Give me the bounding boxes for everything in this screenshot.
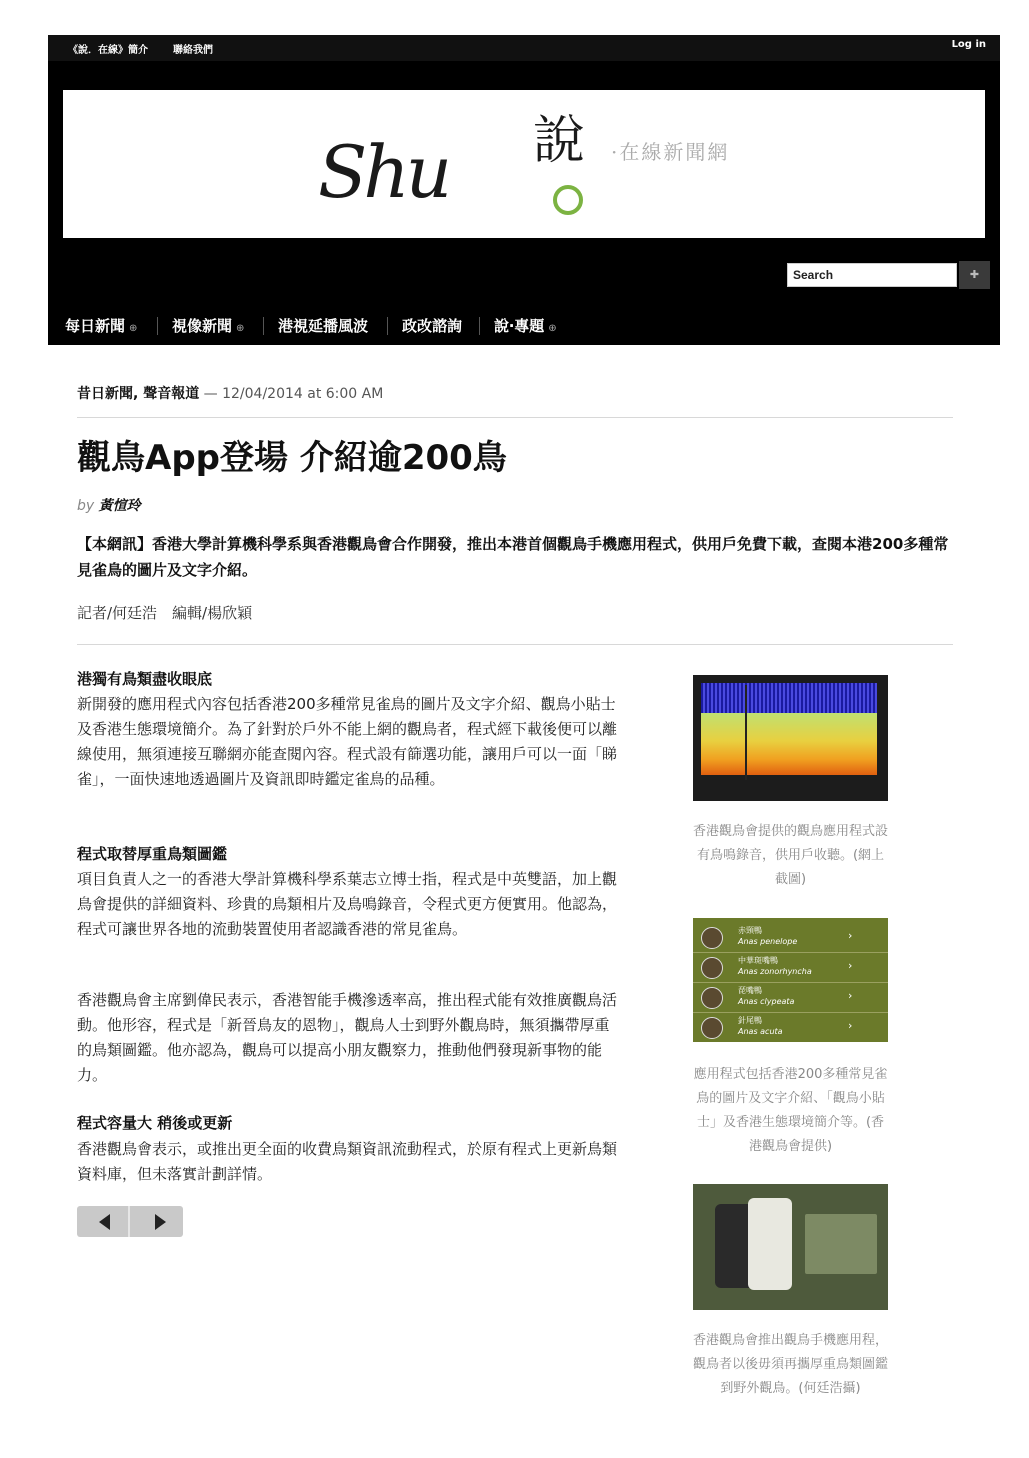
article-paragraph: 香港觀鳥會主席劉偉民表示，香港智能手機滲透率高，推出程式能有效推廣觀鳥活動。他形容，程式是「新晉鳥友的恩物」，觀鳥人士到野外觀鳥時，無須攜帶厚重的鳥類圖鑑。他亦認為，觀鳥可以提高小朋友觀察力，推動他們發現新事物的能力。	[77, 991, 618, 1084]
bird-names	[738, 955, 812, 977]
bird-names	[738, 925, 797, 947]
nav-features[interactable]	[494, 311, 557, 341]
bird-thumbnail	[701, 987, 723, 1009]
logo-ring-icon	[553, 185, 583, 215]
main-nav	[48, 311, 1000, 341]
bird-latin-name: Anas penelope	[738, 937, 798, 946]
bird-list-row	[693, 952, 888, 983]
search-button[interactable]	[959, 261, 990, 289]
article-paragraph: 香港觀鳥會表示，或推出更全面的收費鳥類資訊流動程式，於原有程式上更新鳥類資料庫，但未落實計劃詳情。	[77, 1140, 618, 1183]
byline-prefix: by	[77, 498, 95, 514]
divider	[77, 644, 953, 645]
bird-list-row	[693, 922, 888, 953]
chevron-right-icon: ›	[848, 959, 853, 972]
bird-list-row	[693, 982, 888, 1013]
bird-thumbnail	[701, 957, 723, 979]
about-link[interactable]: 《說．在線》簡介	[68, 45, 148, 56]
bird-latin-name: Anas zonorhyncha	[738, 967, 812, 976]
chevron-right-icon: ›	[848, 989, 853, 1002]
category-links[interactable]: 昔日新聞, 聲音報道	[77, 386, 200, 402]
site-header	[48, 35, 1000, 345]
bird-list-image[interactable]	[693, 918, 888, 1042]
site-banner[interactable]	[63, 90, 985, 238]
image-caption: 香港觀鳥會提供的觀鳥應用程式設有鳥鳴錄音，供用戶收聽。(網上截圖)	[693, 824, 889, 887]
nav-divider	[263, 317, 264, 335]
phone-illustration	[748, 1198, 792, 1290]
poster-panel	[805, 1214, 877, 1274]
section-heading: 程式取替厚重鳥類圖鑑	[77, 845, 228, 863]
author-name[interactable]: 黃愃玲	[98, 498, 141, 514]
logo-text: Shu	[318, 130, 449, 214]
logo-tagline: ·在線新聞網	[611, 140, 730, 164]
article-credits: 記者/何廷浩 編輯/楊欣穎	[77, 604, 253, 622]
nav-hktv[interactable]	[278, 311, 368, 341]
search-input[interactable]	[787, 263, 957, 287]
dropdown-arrow-icon: ⊕	[548, 323, 557, 334]
bird-list-row	[693, 1012, 888, 1042]
nav-divider	[387, 317, 388, 335]
nav-label: 說‧專題	[494, 317, 545, 335]
contact-link[interactable]: 聯絡我們	[173, 45, 213, 56]
article-title: 觀鳥App登場 介紹逾200鳥	[77, 438, 507, 478]
chevron-right-icon: ›	[848, 1019, 853, 1032]
bird-cn-name: 琵嘴鴨	[738, 986, 762, 995]
nav-political-reform[interactable]	[402, 311, 462, 341]
slideshow-controls	[77, 1206, 183, 1237]
post-date: — 12/04/2014 at 6:00 AM	[203, 386, 384, 402]
search-icon: ✚	[969, 268, 980, 281]
bird-latin-name: Anas clypeata	[738, 997, 795, 1006]
dropdown-arrow-icon: ⊕	[236, 323, 245, 334]
spectrogram	[701, 713, 877, 775]
article-paragraph: 新開發的應用程式內容包括香港200多種常見雀鳥的圖片及文字介紹、觀鳥小貼士及香港生態環境簡介。為了針對於戶外不能上網的觀鳥者，程式經下載後便可以離線使用，無須連接互聯網亦能查閱內容。程式設有篩選功能，讓用戶可以一面「睇雀」，一面快速地透過圖片及資訊即時鑑定雀鳥的品種。	[77, 695, 618, 788]
section-heading: 程式容量大 稍後或更新	[77, 1114, 233, 1132]
next-arrow-icon[interactable]	[155, 1214, 166, 1230]
bird-thumbnail	[701, 1017, 723, 1039]
image-caption: 香港觀鳥會推出觀鳥手機應用程，觀鳥者以後毋須再攜厚重鳥類圖鑑到野外觀鳥。(何廷浩攝)	[693, 1333, 889, 1396]
byline	[77, 495, 141, 515]
nav-label: 港視延播風波	[278, 317, 369, 335]
nav-video-news[interactable]	[172, 311, 244, 341]
logo-character: 說	[533, 111, 586, 171]
article-lead: 【本網訊】香港大學計算機科學系與香港觀鳥會合作開發，推出本港首個觀鳥手機應用程式，供用戶免費下載，查閱本港200多種常見雀鳥的圖片及文字介紹。	[77, 535, 949, 579]
nav-label: 視像新聞	[172, 317, 233, 335]
bird-latin-name: Anas acuta	[738, 1027, 783, 1036]
post-meta	[77, 383, 383, 403]
bird-thumbnail	[701, 927, 723, 949]
nav-divider	[157, 317, 158, 335]
top-bar	[48, 35, 1000, 61]
bird-cn-name: 赤頸鴨	[738, 926, 762, 935]
playhead	[745, 685, 747, 780]
bird-names	[738, 985, 794, 1007]
waveform	[701, 683, 877, 713]
dropdown-arrow-icon: ⊕	[129, 323, 138, 334]
app-launch-photo[interactable]	[693, 1184, 888, 1310]
bird-cn-name: 針尾鴨	[738, 1016, 762, 1025]
login-link[interactable]: Log in	[951, 39, 986, 50]
divider	[77, 417, 953, 418]
article-paragraph: 項目負責人之一的香港大學計算機科學系葉志立博士指，程式是中英雙語，加上觀鳥會提供的詳細資料、珍貴的鳥類相片及鳥鳴錄音，令程式更方便實用。他認為，程式可讓世界各地的流動裝置使用者認識香港的常見雀鳥。	[77, 870, 618, 938]
nav-label: 政改諮詢	[402, 317, 463, 335]
section-heading: 港獨有鳥類盡收眼底	[77, 670, 213, 688]
nav-label: 每日新聞	[65, 317, 126, 335]
slider-divider	[128, 1206, 130, 1237]
prev-arrow-icon[interactable]	[99, 1214, 110, 1230]
spectrogram-image[interactable]	[693, 675, 888, 801]
bird-names	[738, 1015, 783, 1037]
nav-divider	[479, 317, 480, 335]
image-caption: 應用程式包括香港200多種常見雀鳥的圖片及文字介紹、「觀鳥小貼士」及香港生態環境簡介等。(香港觀鳥會提供)	[693, 1067, 888, 1154]
bird-cn-name: 中華斑嘴鴨	[738, 956, 778, 965]
nav-daily-news[interactable]	[65, 311, 137, 341]
chevron-right-icon: ›	[848, 929, 853, 942]
